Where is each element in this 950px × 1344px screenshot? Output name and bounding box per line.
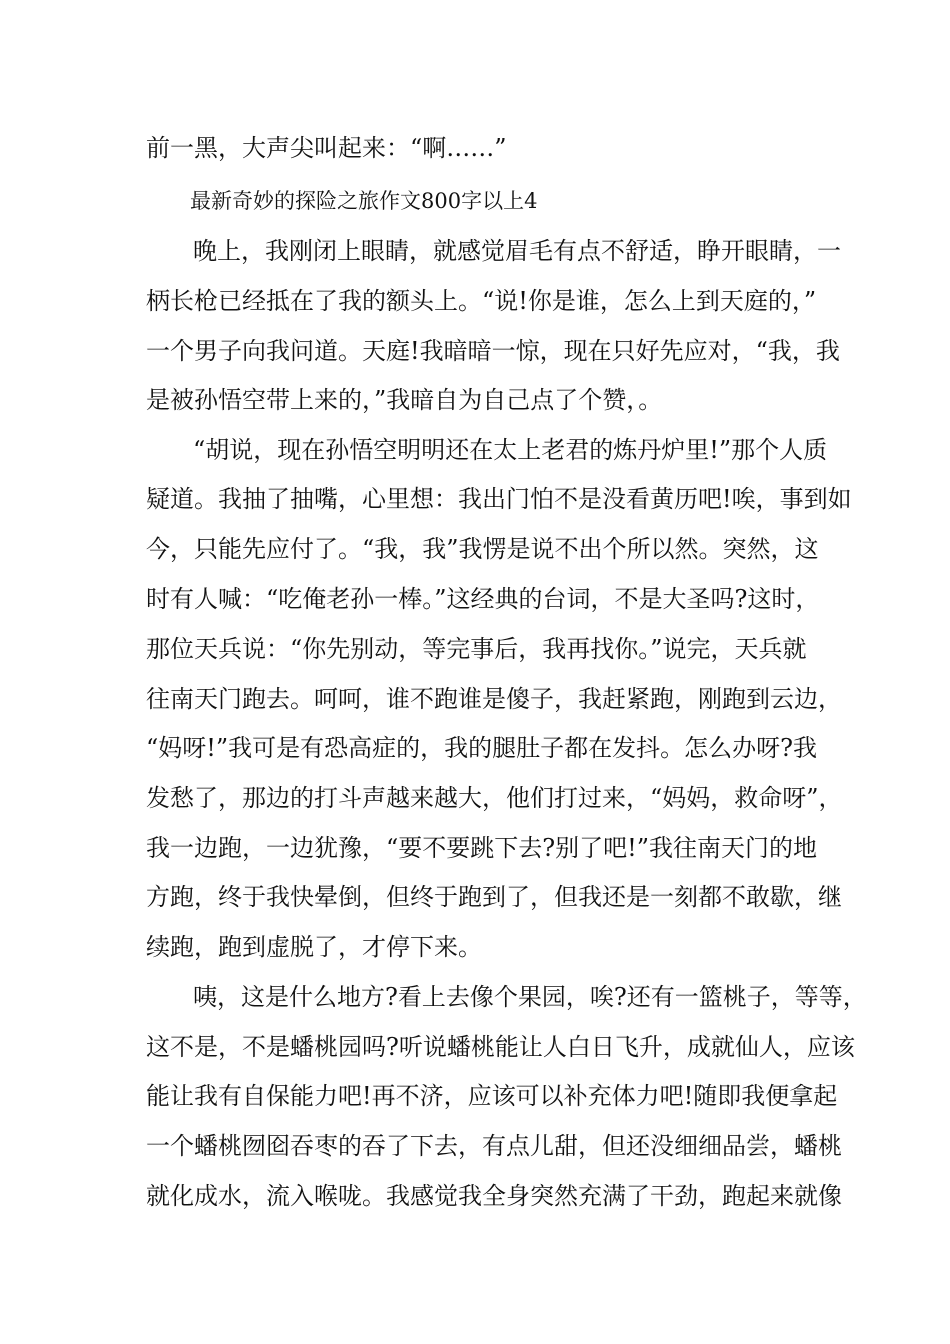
- text-line-8: 疑道。我抽了抽嘴，心里想：我出门怕不是没看黄历吧!唉，事到如: [146, 485, 852, 513]
- text-line-18: 咦，这是什么地方?看上去像个果园，唉?还有一篮桃子，等等，: [193, 983, 867, 1011]
- text-line-7: “胡说，现在孙悟空明明还在太上老君的炼丹炉里!”那个人质: [193, 436, 828, 464]
- text-line-19: 这不是，不是蟠桃园吗?听说蟠桃能让人白日飞升，成就仙人，应该: [146, 1033, 855, 1061]
- text-line-21: 一个蟠桃囫囵吞枣的吞了下去，有点儿甜，但还没细细品尝，蟠桃: [146, 1132, 842, 1160]
- text-line-4: 柄长枪已经抵在了我的额头上。“说!你是谁，怎么上到天庭的，”: [146, 287, 817, 315]
- text-line-6: 是被孙悟空带上来的，”我暗自为自己点了个赞，。: [146, 386, 663, 414]
- text-line-22: 就化成水，流入喉咙。我感觉我全身突然充满了干劲，跑起来就像: [146, 1182, 842, 1210]
- text-line-10: 时有人喊：“吃俺老孙一棒。”这经典的台词，不是大圣吗?这时，: [146, 585, 820, 613]
- text-line-3: 晚上，我刚闭上眼睛，就感觉眉毛有点不舒适，睁开眼睛，一: [193, 237, 841, 265]
- section-heading: 最新奇妙的探险之旅作文800字以上4: [190, 189, 538, 213]
- text-line-11: 那位天兵说：“你先别动，等完事后，我再找你。”说完，天兵就: [146, 635, 807, 663]
- text-line-9: 今，只能先应付了。“我，我”我愣是说不出个所以然。突然，这: [146, 535, 819, 563]
- text-line-12: 往南天门跑去。呵呵，谁不跑谁是傻子，我赶紧跑，刚跑到云边，: [146, 685, 842, 713]
- text-line-17: 续跑，跑到虚脱了，才停下来。: [146, 933, 482, 961]
- text-line-15: 我一边跑，一边犹豫，“要不要跳下去?别了吧!”我往南天门的地: [146, 834, 818, 862]
- text-line-1: 前一黑，大声尖叫起来：“啊……”: [146, 134, 507, 162]
- text-line-20: 能让我有自保能力吧!再不济，应该可以补充体力吧!随即我便拿起: [146, 1082, 838, 1110]
- text-line-13: “妈呀!”我可是有恐高症的，我的腿肚子都在发抖。怎么办呀?我: [146, 734, 818, 762]
- text-line-14: 发愁了，那边的打斗声越来越大，他们打过来，“妈妈，救命呀”，: [146, 784, 843, 812]
- text-line-5: 一个男子向我问道。天庭!我暗暗一惊，现在只好先应对，“我，我: [146, 337, 840, 365]
- text-line-16: 方跑，终于我快晕倒，但终于跑到了，但我还是一刻都不敢歇，继: [146, 883, 842, 911]
